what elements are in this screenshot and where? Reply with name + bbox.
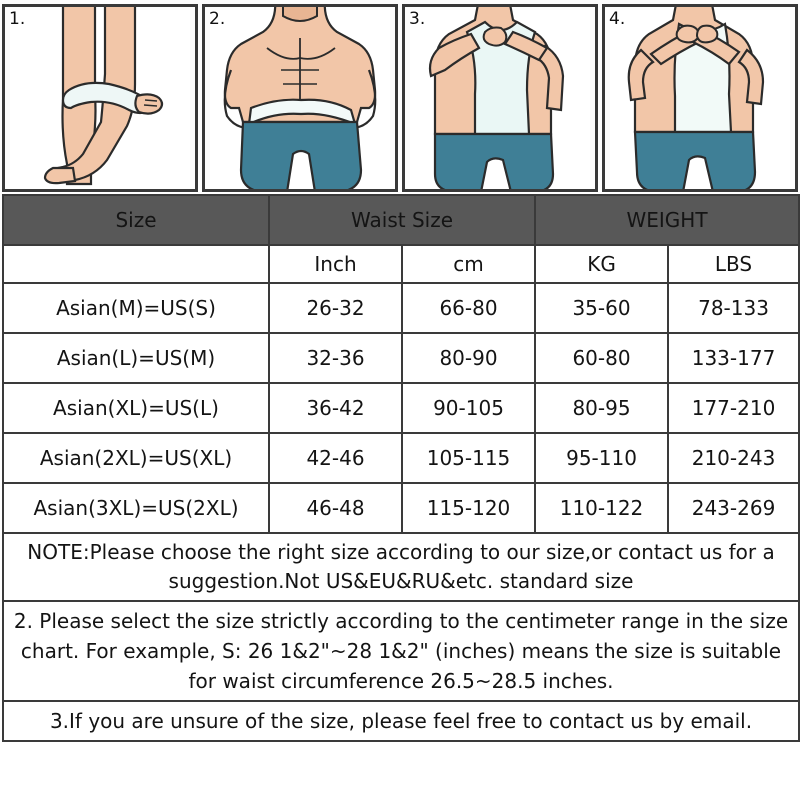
cell-size: Asian(3XL)=US(2XL)	[3, 483, 269, 533]
subheader-inch: Inch	[269, 245, 402, 283]
panel-number-4: 4.	[609, 9, 626, 29]
step-three-illustration	[405, 7, 595, 189]
table-row	[3, 433, 799, 483]
cell-cm: 66-80	[402, 283, 535, 333]
note-row-1	[3, 533, 799, 601]
cell-lbs: 243-269	[668, 483, 799, 533]
cell-inch: 42-46	[269, 433, 402, 483]
cell-size: Asian(M)=US(S)	[3, 283, 269, 333]
panel-step-four	[602, 4, 798, 192]
header-weight: WEIGHT	[535, 195, 799, 245]
cell-lbs: 133-177	[668, 333, 799, 383]
table-sub-header-row	[3, 245, 799, 283]
subheader-blank	[3, 245, 269, 283]
panel-step-two	[202, 4, 398, 192]
instruction-panels	[0, 0, 800, 194]
cell-size: Asian(2XL)=US(XL)	[3, 433, 269, 483]
step-four-illustration	[605, 7, 795, 189]
table-group-header-row	[3, 195, 799, 245]
cell-kg: 95-110	[535, 433, 668, 483]
panel-number-1: 1.	[9, 9, 26, 29]
note-one-text: NOTE:Please choose the right size according to our size,or contact us for a suggestion.Not US&EU&RU&etc. standard size	[3, 533, 799, 601]
cell-lbs: 78-133	[668, 283, 799, 333]
panel-number-3: 3.	[409, 9, 426, 29]
header-size: Size	[3, 195, 269, 245]
panel-step-three	[402, 4, 598, 192]
cell-inch: 32-36	[269, 333, 402, 383]
cell-cm: 115-120	[402, 483, 535, 533]
cell-kg: 110-122	[535, 483, 668, 533]
cell-kg: 80-95	[535, 383, 668, 433]
cell-inch: 26-32	[269, 283, 402, 333]
note-three-text: 3.If you are unsure of the size, please feel free to contact us by email.	[3, 701, 799, 741]
subheader-cm: cm	[402, 245, 535, 283]
cell-cm: 90-105	[402, 383, 535, 433]
cell-kg: 60-80	[535, 333, 668, 383]
cell-size: Asian(XL)=US(L)	[3, 383, 269, 433]
cell-size: Asian(L)=US(M)	[3, 333, 269, 383]
step-two-illustration	[205, 7, 395, 189]
size-chart-table	[2, 194, 800, 742]
cell-lbs: 177-210	[668, 383, 799, 433]
subheader-lbs: LBS	[668, 245, 799, 283]
step-one-illustration	[5, 7, 195, 189]
note-row-3	[3, 701, 799, 741]
subheader-kg: KG	[535, 245, 668, 283]
cell-inch: 36-42	[269, 383, 402, 433]
panel-step-one	[2, 4, 198, 192]
table-row	[3, 483, 799, 533]
table-row	[3, 333, 799, 383]
panel-number-2: 2.	[209, 9, 226, 29]
header-waist-size: Waist Size	[269, 195, 535, 245]
cell-cm: 80-90	[402, 333, 535, 383]
cell-kg: 35-60	[535, 283, 668, 333]
note-two-text: 2. Please select the size strictly according to the centimeter range in the size chart. For example, S: 26 1&2"~28 1&2" (inches) means the size is suitable for waist circumference 26.5~28.5 inches.	[3, 601, 799, 701]
table-row	[3, 283, 799, 333]
cell-cm: 105-115	[402, 433, 535, 483]
cell-inch: 46-48	[269, 483, 402, 533]
note-row-2	[3, 601, 799, 701]
cell-lbs: 210-243	[668, 433, 799, 483]
table-row	[3, 383, 799, 433]
